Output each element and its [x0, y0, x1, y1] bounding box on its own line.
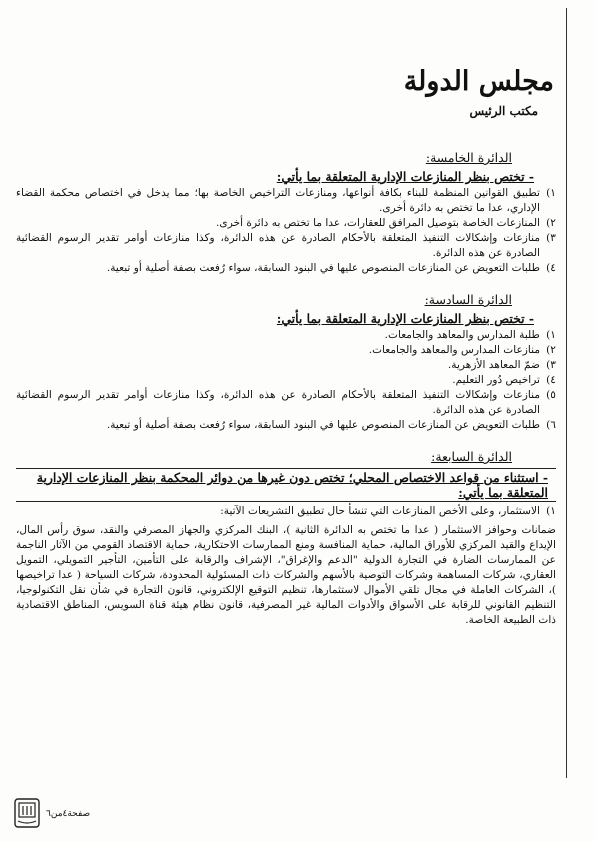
list-item — [16, 328, 556, 343]
list-item — [16, 504, 556, 519]
dept6-title: الدائرة السادسة: — [424, 292, 512, 307]
item-text: منازعات وإشكالات التنفيذ المتعلقة بالأحكام الصادرة عن هذه الدائرة، وكذا منازعات أوامر تقدير الرسوم القضائية الصادرة عن هذه الدائرة. — [16, 389, 540, 416]
dept5-intro: - تختص بنظر المنازعات الإدارية المتعلقة بما يأتي: — [276, 169, 534, 184]
dept6-intro: - تختص بنظر المنازعات الإدارية المتعلقة بما يأتي: — [276, 311, 534, 326]
dept7-intro: - استثناء من قواعد الاختصاص المحلي؛ تختص دون غيرها من دوائر المحكمة بنظر المنازعات الإدارية المتعلقة بما يأتي: — [16, 468, 556, 502]
page-number: صفحة٤من٦ — [46, 809, 91, 819]
header-subtitle: مكتب الرئيس — [469, 104, 538, 118]
dept5-title: الدائرة الخامسة: — [425, 150, 512, 165]
list-item — [16, 231, 556, 261]
legislation-paragraph: ضمانات وحوافز الاستثمار ( عدا ما تختص به الدائرة الثانية )، البنك المركزي والجهاز المصرفي والنقد، سوق رأس المال، الإيداع والقيد المركزي للأوراق المالية، حماية المنافسة ومنع الممارسات الاحتكارية، حماية الاقتصاد القومي من الآثار الناجمة عن الممارسات الضارة في التجارة الدولية "الدعم والإغراق"، الإشراف والرقابة على التأمين، التأجير التمويلي، التمويل العقاري، شركات المساهمة وشركات التوصية بالأسهم والشركات ذات المسئولية المحدودة، شركات السياحة ( عدا تراخيصها )، الشركات العاملة في مجال تلقي الأموال لاستثمارها، تنظيم التوقيع الإلكتروني، قانون التجارة في شأن نقل التكنولوجيا، التنظيم القانوني للرقابة على الأسواق والأدوات المالية غير المصرفية، قانون نظام هيئة قناة السويس، المناطق الاقتصادية ذات الطبيعة الخاصة. — [16, 524, 556, 626]
dept7-items — [16, 504, 556, 519]
item-text: تطبيق القوانين المنظمة للبناء بكافة أنواعها، ومنازعات التراخيص الخاصة بها؛ مما يدخل في اختصاص محكمة القضاء الإداري، عدا ما تختص به دائرة أخرى. — [16, 187, 540, 214]
list-item — [16, 388, 556, 418]
list-item — [16, 261, 556, 276]
header-title: مجلس الدولة — [403, 66, 554, 97]
dept6-items — [16, 328, 556, 433]
section-dept5 — [16, 150, 556, 276]
list-item — [16, 216, 556, 231]
section-dept6 — [16, 292, 556, 433]
item-text: ضمّ المعاهد الأزهرية. — [447, 359, 540, 371]
section-dept7 — [16, 449, 556, 628]
item-text: المنازعات الخاصة بتوصيل المرافق للعقارات، عدا ما تختص به دائرة أخرى. — [216, 217, 540, 229]
item-number: ٣) — [546, 359, 556, 371]
item-number: ٤) — [546, 262, 556, 274]
dept5-items — [16, 186, 556, 276]
item-text: طلبات التعويض عن المنازعات المنصوص عليها في البنود السابقة، سواء رُفعت بصفة أصلية أو تبعية. — [106, 262, 540, 274]
item-number: ٢) — [546, 217, 556, 229]
item-text: منازعات المدارس والمعاهد والجامعات. — [368, 344, 540, 356]
item-text: طلبة المدارس والمعاهد والجامعات. — [384, 329, 540, 341]
list-item — [16, 358, 556, 373]
item-text: منازعات وإشكالات التنفيذ المتعلقة بالأحكام الصادرة عن هذه الدائرة، وكذا منازعات أوامر تقدير الرسوم القضائية الصادرة عن هذه الدائرة. — [16, 232, 540, 259]
list-item — [16, 343, 556, 358]
list-item — [16, 186, 556, 216]
document-body — [16, 150, 556, 644]
item-text: تراخيص دُور التعليم. — [452, 374, 540, 386]
item-text: طلبات التعويض عن المنازعات المنصوص عليها في البنود السابقة، سواء رُفعت بصفة أصلية أو تبعية. — [106, 419, 540, 431]
item-number: ٥) — [546, 389, 556, 401]
dept7-title: الدائرة السابعة: — [431, 449, 512, 464]
item-number: ٢) — [546, 344, 556, 356]
item-text: الاستثمار، وعلى الأخص المنازعات التي تنشأ حال تطبيق التشريعات الآتية: — [220, 505, 540, 517]
item-number: ١) — [546, 329, 556, 341]
list-item — [16, 373, 556, 388]
margin-rule — [566, 8, 567, 778]
list-item — [16, 418, 556, 433]
item-number: ٣) — [546, 232, 556, 244]
item-number: ٤) — [546, 374, 556, 386]
item-number: ٦) — [546, 419, 556, 431]
item-number: ١) — [546, 187, 556, 199]
item-number: ١) — [546, 505, 556, 517]
state-council-seal-icon — [14, 798, 40, 828]
